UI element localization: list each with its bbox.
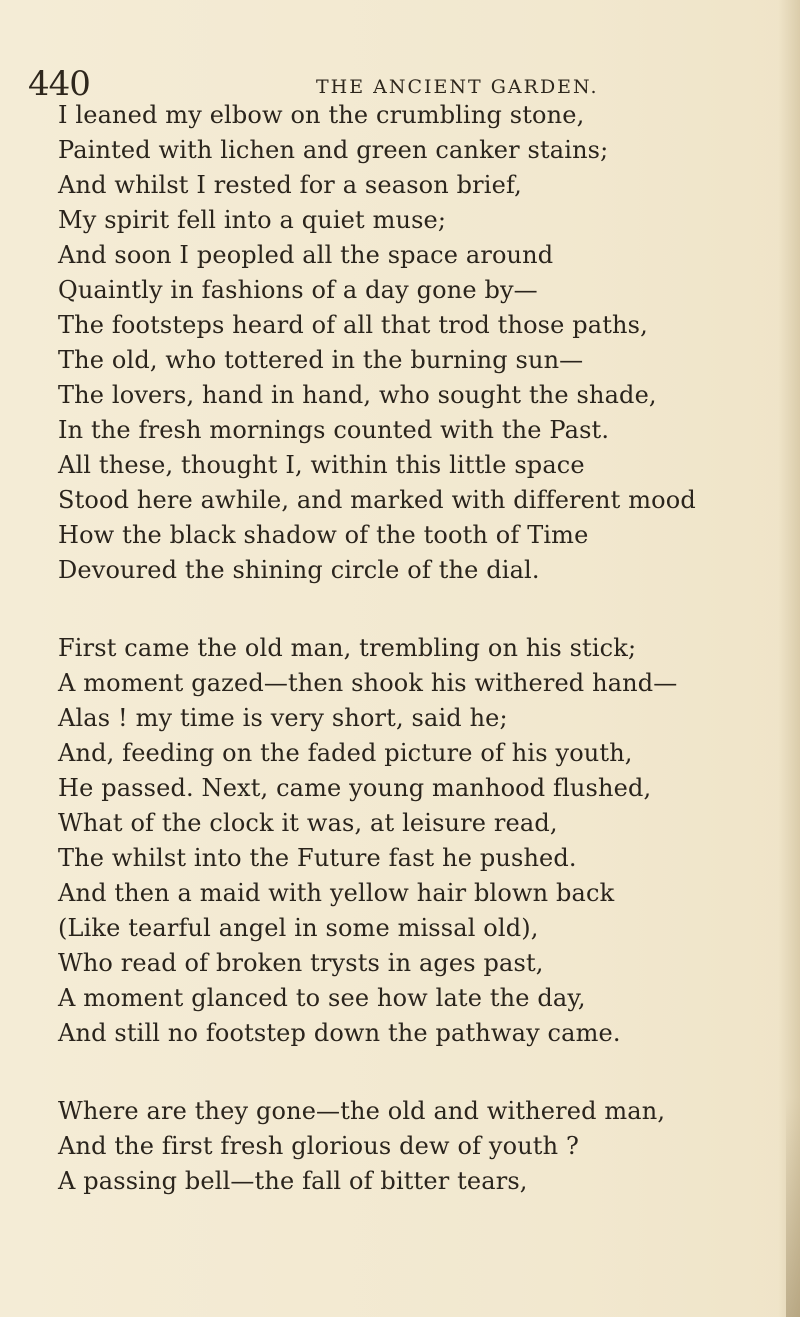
poem-line: (Like tearful angel in some missal old), [58,914,539,942]
poem-line: And still no footstep down the pathway came. [58,1019,621,1047]
poem-line: The lovers, hand in hand, who sought the shade, [58,381,657,409]
poem-line: Alas ! my time is very short, said he; [58,704,508,732]
poem-line: I leaned my elbow on the crumbling stone, [58,101,585,129]
stanza [58,1094,778,1199]
stanza [58,98,778,588]
page-edge-shadow-bottom [786,1097,800,1317]
poem-line: How the black shadow of the tooth of Time [58,521,589,549]
poem-line: A moment gazed—then shook his withered hand— [58,669,678,697]
poem-line: And then a maid with yellow hair blown back [58,879,615,907]
poem-line: The old, who tottered in the burning sun— [58,346,584,374]
poem-line: Devoured the shining circle of the dial. [58,556,540,584]
poem-line: What of the clock it was, at leisure read, [58,809,558,837]
poem-line: Quaintly in fashions of a day gone by— [58,276,538,304]
poem-line: Stood here awhile, and marked with different mood [58,486,696,514]
poem-line: He passed. Next, came young manhood flushed, [58,774,652,802]
poem-line: The whilst into the Future fast he pushed. [58,844,577,872]
poem-body [58,98,778,1199]
poem-line: All these, thought I, within this little space [58,451,585,479]
poem-line: In the fresh mornings counted with the Past. [58,416,610,444]
poem-line: And, feeding on the faded picture of his youth, [58,739,633,767]
poem-line: Where are they gone—the old and withered man, [58,1097,666,1125]
poem-line: The footsteps heard of all that trod those paths, [58,311,648,339]
poem-line: And whilst I rested for a season brief, [58,171,522,199]
poem-line: A passing bell—the fall of bitter tears, [58,1167,528,1195]
stanza [58,631,778,1051]
page-number: 440 [28,64,90,104]
running-head: THE ANCIENT GARDEN. [316,76,599,98]
poem-line: My spirit fell into a quiet muse; [58,206,447,234]
poem-line: And soon I peopled all the space around [58,241,554,269]
poem-line: First came the old man, trembling on his stick; [58,634,637,662]
poem-line: A moment glanced to see how late the day, [58,984,586,1012]
poem-line: Painted with lichen and green canker stains; [58,136,609,164]
poem-line: Who read of broken trysts in ages past, [58,949,544,977]
poem-line: And the first fresh glorious dew of youth ? [58,1132,579,1160]
